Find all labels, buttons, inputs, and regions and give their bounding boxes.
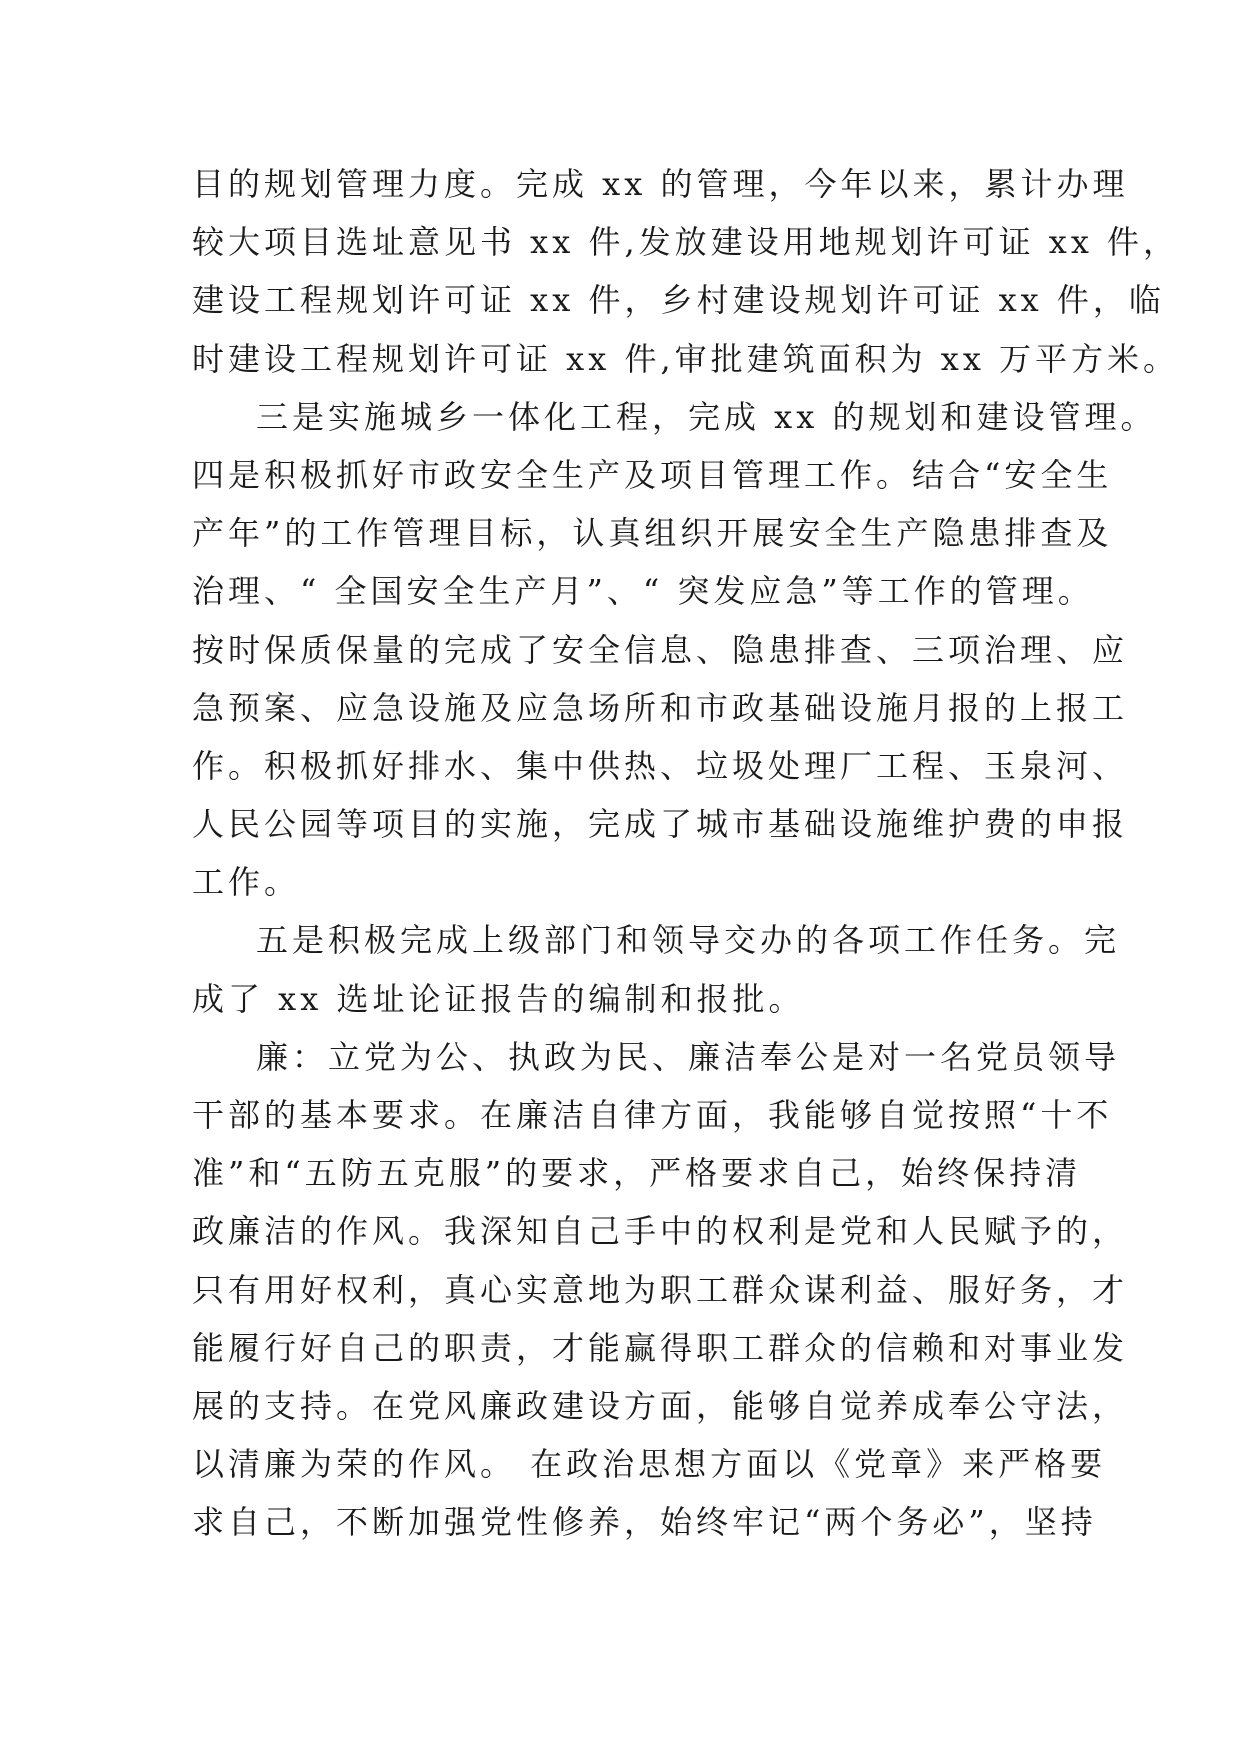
text-line: 作。积极抓好排水、集中供热、垃圾处理厂工程、玉泉河、 bbox=[192, 746, 1129, 785]
text-line: 政廉洁的作风。我深知自己手中的权利是党和人民赋予的， bbox=[192, 1212, 1129, 1251]
text-line: 治理、“ 全国安全生产月”、“ 突发应急”等工作的管理。 bbox=[192, 572, 1094, 611]
text-line: 目的规划管理力度。完成 xx 的管理，今年以来，累计办理 bbox=[192, 165, 1129, 203]
text-line: 人民公园等项目的实施，完成了城市基础设施维护费的申报 bbox=[192, 805, 1129, 844]
text-line: 以清廉为荣的作风。 在政治思想方面以《党章》来严格要 bbox=[192, 1445, 1107, 1484]
text-line: 急预案、应急设施及应急场所和市政基础设施月报的上报工 bbox=[192, 688, 1129, 727]
body-text bbox=[192, 155, 1180, 1552]
text-line: 能履行好自己的职责，才能赢得职工群众的信赖和对事业发 bbox=[192, 1328, 1129, 1367]
text-line: 按时保质保量的完成了安全信息、隐患排查、三项治理、应 bbox=[192, 630, 1129, 669]
text-line: 工作。 bbox=[192, 863, 301, 902]
text-line: 建设工程规划许可证 xx 件，乡村建设规划许可证 xx 件，临 bbox=[192, 281, 1165, 320]
text-line: 准”和“五防五克服”的要求，严格要求自己，始终保持清 bbox=[192, 1154, 1082, 1193]
text-line: 产年”的工作管理目标，认真组织开展安全生产隐患排查及 bbox=[192, 514, 1113, 553]
paragraph-start-line: 廉：立党为公、执政为民、廉洁奉公是对一名党员领导 bbox=[256, 1037, 1121, 1076]
paragraph-start-line: 五是积极完成上级部门和领导交办的各项工作任务。完 bbox=[256, 921, 1121, 960]
text-line: 干部的基本要求。在廉洁自律方面，我能够自觉按照“十不 bbox=[192, 1096, 1113, 1134]
text-line: 成了 xx 选址论证报告的编制和报批。 bbox=[192, 979, 805, 1018]
text-line: 只有用好权利，真心实意地为职工群众谋利益、服好务，才 bbox=[192, 1270, 1129, 1309]
text-line: 展的支持。在党风廉政建设方面，能够自觉养成奉公守法， bbox=[192, 1386, 1129, 1425]
text-line: 时建设工程规划许可证 xx 件,审批建筑面积为 xx 万平方米。 bbox=[192, 339, 1180, 378]
paragraph-start-line: 三是实施城乡一体化工程，完成 xx 的规划和建设管理。 bbox=[256, 397, 1157, 436]
text-line: 四是积极抓好市政安全生产及项目管理工作。结合“安全生 bbox=[192, 455, 1113, 494]
text-line: 求自己，不断加强党性修养，始终牢记“两个务必”，坚持 bbox=[192, 1503, 1097, 1542]
text-line: 较大项目选址意见书 xx 件,发放建设用地规划许可证 xx 件， bbox=[192, 223, 1180, 262]
